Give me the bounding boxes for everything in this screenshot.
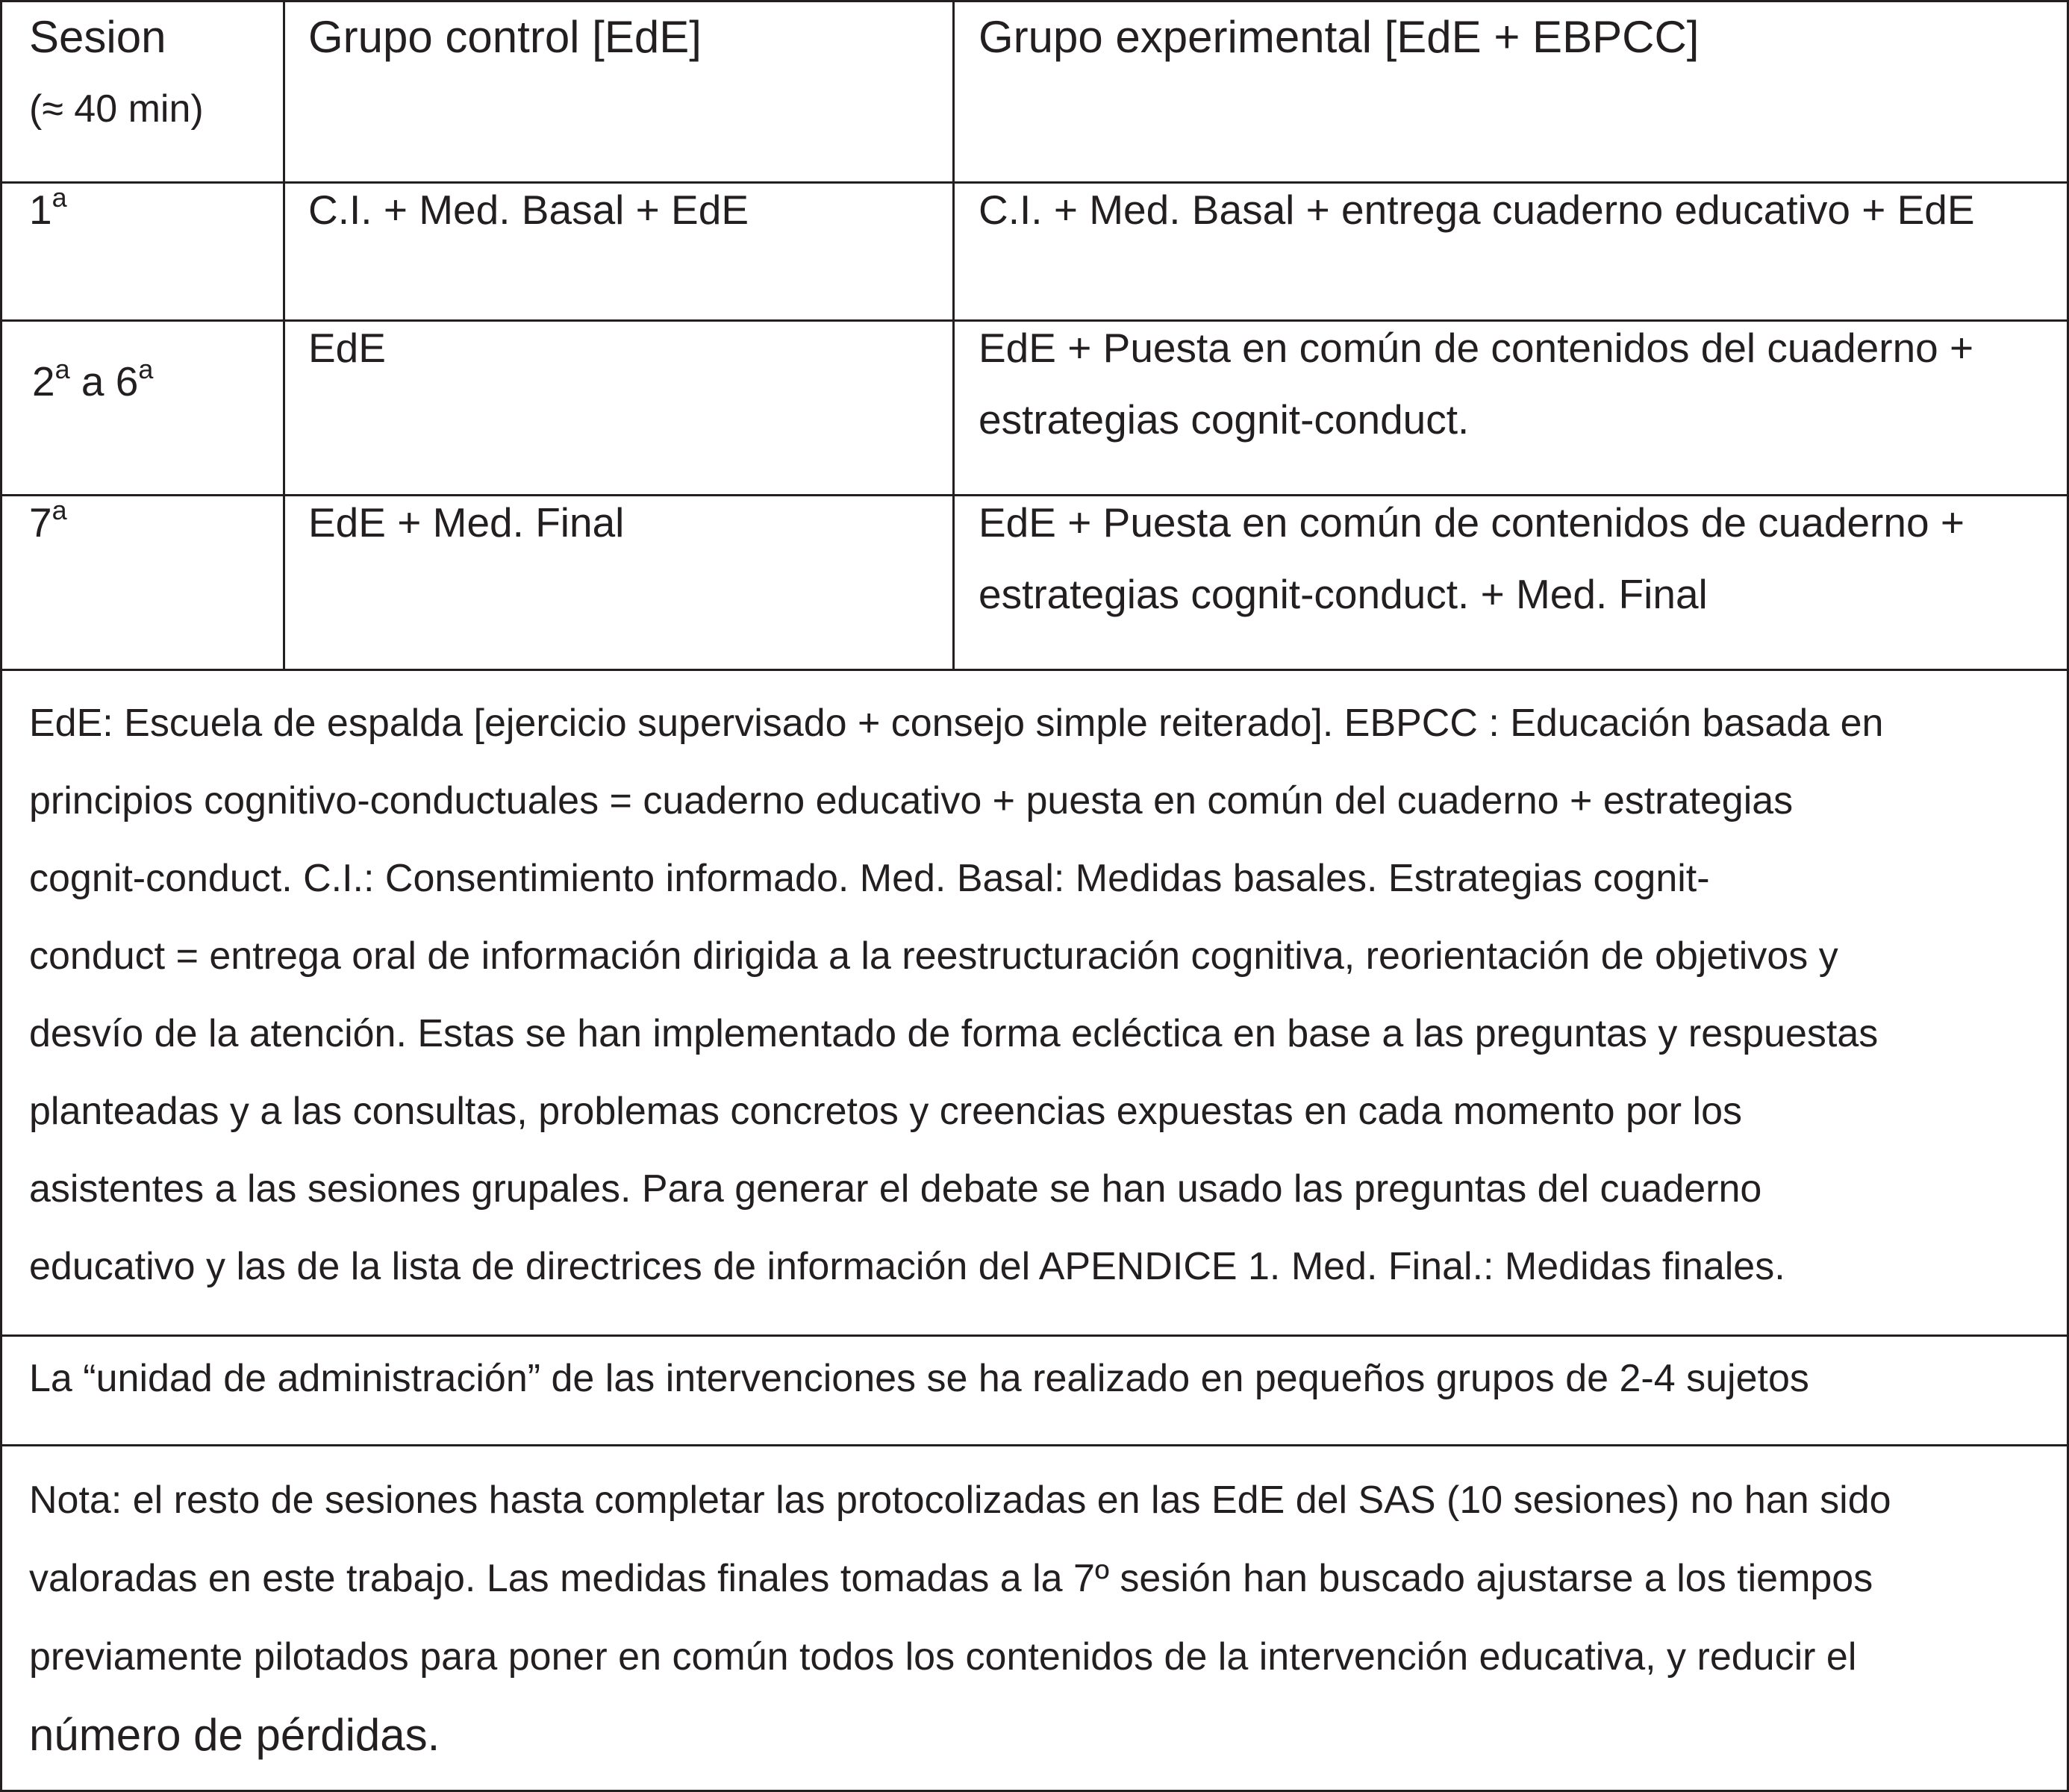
row-2-experimental-line-2: estrategias cognit-conduct. bbox=[979, 396, 1470, 443]
row-3-control: EdE + Med. Final bbox=[308, 499, 625, 546]
notes-line: educativo y las de la lista de directrices de información del APENDICE 1. Med. Final.: Medidas finales. bbox=[29, 1245, 1785, 1288]
notes-line: desvío de la atención. Estas se han implementado de forma ecléctica en base a las preguntas y respuestas bbox=[29, 1012, 1879, 1055]
column-divider bbox=[952, 2, 955, 669]
row-divider bbox=[2, 1444, 2069, 1446]
row-3-experimental-line-2: estrategias cognit-conduct. + Med. Final bbox=[979, 571, 1708, 617]
row-1-control: C.I. + Med. Basal + EdE bbox=[308, 187, 749, 233]
row-2-session bbox=[32, 343, 153, 420]
header-control-group: Grupo control [EdE] bbox=[308, 12, 702, 62]
final-note-line: número de pérdidas. bbox=[29, 1710, 440, 1760]
row-3-session bbox=[29, 484, 67, 561]
notes-line: cognit-conduct. C.I.: Consentimiento informado. Med. Basal: Medidas basales. Estrategias cognit- bbox=[29, 857, 1710, 900]
ordinal-superscript: a bbox=[52, 494, 67, 525]
header-experimental-group: Grupo experimental [EdE + EBPCC] bbox=[979, 12, 1700, 62]
notes-line: principios cognitivo-conductuales = cuaderno educativo + puesta en común del cuaderno + estrategias bbox=[29, 779, 1794, 822]
row-1-experimental: C.I. + Med. Basal + entrega cuaderno educativo + EdE bbox=[979, 187, 1975, 233]
final-note-line: Nota: el resto de sesiones hasta completar las protocolizadas en las EdE del SAS (10 sesiones) no han sido bbox=[29, 1479, 1891, 1522]
ordinal-superscript: a bbox=[52, 181, 67, 213]
ordinal-superscript: a bbox=[54, 353, 70, 384]
notes-line: planteadas y a las consultas, problemas concretos y creencias expuestas en cada momento por los bbox=[29, 1090, 1743, 1133]
row-3-experimental-line-1: EdE + Puesta en común de contenidos de cuaderno + bbox=[979, 499, 1965, 546]
column-divider bbox=[283, 2, 285, 669]
row-divider bbox=[2, 1334, 2069, 1337]
session-range-text: a 6 bbox=[69, 358, 139, 405]
notes-line: EdE: Escuela de espalda [ejercicio supervisado + consejo simple reiterado]. EBPCC : Educación basada en bbox=[29, 702, 1884, 745]
unit-note: La “unidad de administración” de las intervenciones se ha realizado en pequeños grupos de 2-4 sujetos bbox=[29, 1357, 1809, 1400]
row-2-control: EdE bbox=[308, 325, 386, 371]
row-divider bbox=[2, 669, 2069, 671]
header-duration: (≈ 40 min) bbox=[29, 87, 204, 131]
session-number: 7 bbox=[29, 499, 52, 546]
header-session: Sesion bbox=[29, 12, 166, 62]
session-number: 2 bbox=[32, 358, 55, 405]
row-1-session bbox=[29, 171, 67, 249]
final-note-line: valoradas en este trabajo. Las medidas finales tomadas a la 7º sesión han buscado ajustarse a los tiempos bbox=[29, 1557, 1873, 1600]
notes-line: conduct = entrega oral de información dirigida a la reestructuración cognitiva, reorientación de objetivos y bbox=[29, 934, 1838, 978]
session-number: 1 bbox=[29, 187, 52, 233]
final-note-line: previamente pilotados para poner en común todos los contenidos de la intervención educativa, y reducir el bbox=[29, 1635, 1857, 1679]
notes-line: asistentes a las sesiones grupales. Para generar el debate se han usado las preguntas del cuaderno bbox=[29, 1167, 1762, 1211]
row-2-experimental-line-1: EdE + Puesta en común de contenidos del cuaderno + bbox=[979, 325, 1974, 371]
ordinal-superscript: a bbox=[138, 353, 154, 384]
